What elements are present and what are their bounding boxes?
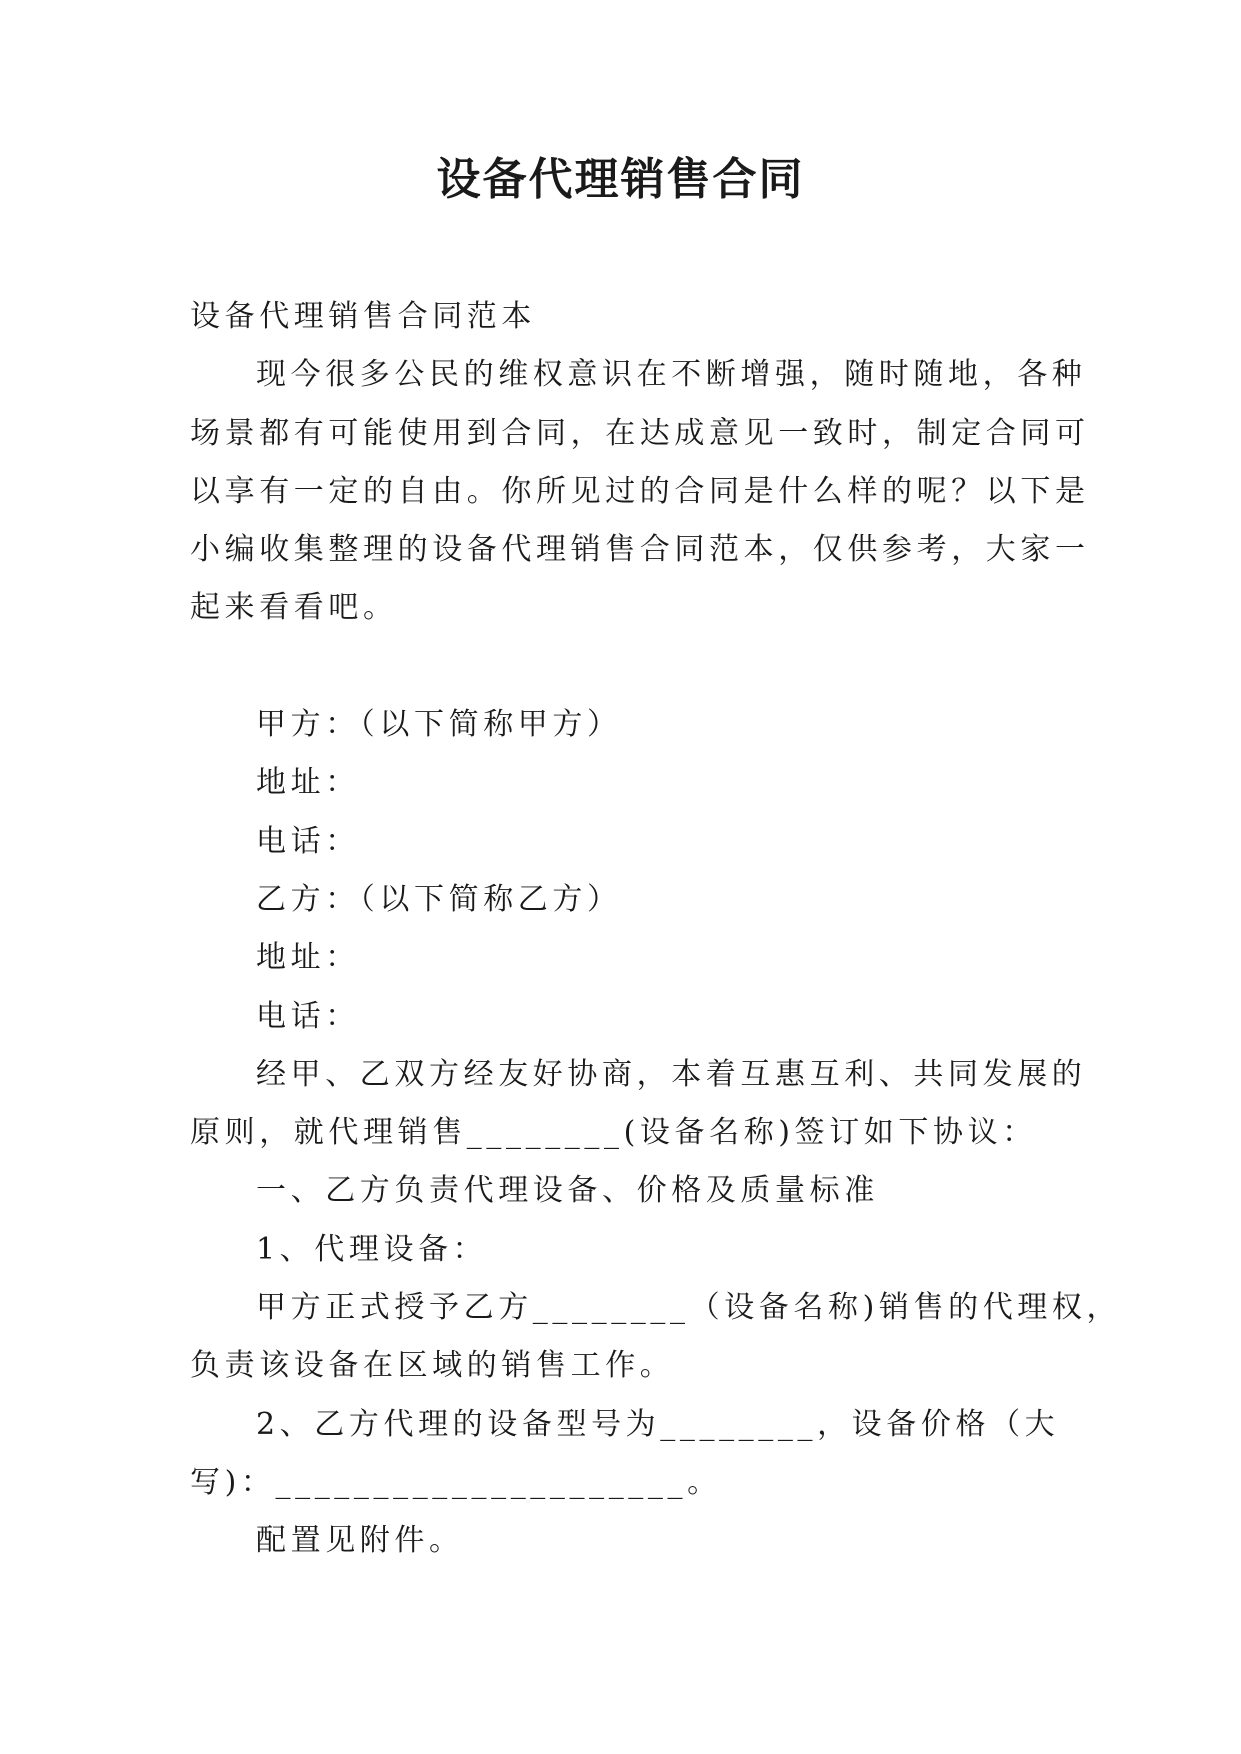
spacer: [190, 638, 1050, 696]
agreement-paragraph-line: 经甲、乙双方经友好协商，本着互惠互利、共同发展的: [256, 1056, 1087, 1092]
intro-paragraph-line: 小编收集整理的设备代理销售合同范本，仅供参考，大家一: [190, 532, 1090, 568]
party-a-phone: 电话：: [256, 823, 360, 859]
intro-paragraph-line: 以享有一定的自由。你所见过的合同是什么样的呢？以下是: [190, 473, 1090, 509]
party-b-address: 地址：: [256, 940, 360, 976]
clause-paragraph-line: 负责该设备在区域的销售工作。: [190, 1348, 675, 1384]
document-body: [190, 288, 1122, 1571]
document-title: 设备代理销售合同: [436, 154, 805, 205]
clause-paragraph-line: 写)：_____________________。: [190, 1464, 722, 1500]
agreement-paragraph-line: 原则，就代理销售________(设备名称)签订如下协议：: [190, 1115, 1037, 1151]
party-a-address: 地址：: [256, 765, 360, 801]
party-b-label: 乙方：（以下简称乙方）: [256, 881, 622, 917]
party-b-phone: 电话：: [256, 998, 360, 1034]
clause-paragraph-line: 2、乙方代理的设备型号为________，设备价格（大: [256, 1406, 1060, 1442]
clause-heading: 1、代理设备：: [256, 1231, 488, 1267]
intro-paragraph-line: 场景都有可能使用到合同，在达成意见一致时，制定合同可: [190, 415, 1090, 451]
section-heading: 一、乙方负责代理设备、价格及质量标准: [256, 1173, 879, 1209]
party-a-label: 甲方：（以下简称甲方）: [256, 707, 622, 743]
clause-paragraph-line: 甲方正式授予乙方________（设备名称)销售的代理权，: [256, 1290, 1122, 1326]
intro-paragraph-line: 现今很多公民的维权意识在不断增强，随时随地，各种: [256, 357, 1087, 393]
intro-paragraph-line: 起来看看吧。: [190, 590, 398, 626]
document-subtitle: 设备代理销售合同范本: [190, 299, 536, 334]
attachment-note: 配置见附件。: [256, 1523, 464, 1559]
